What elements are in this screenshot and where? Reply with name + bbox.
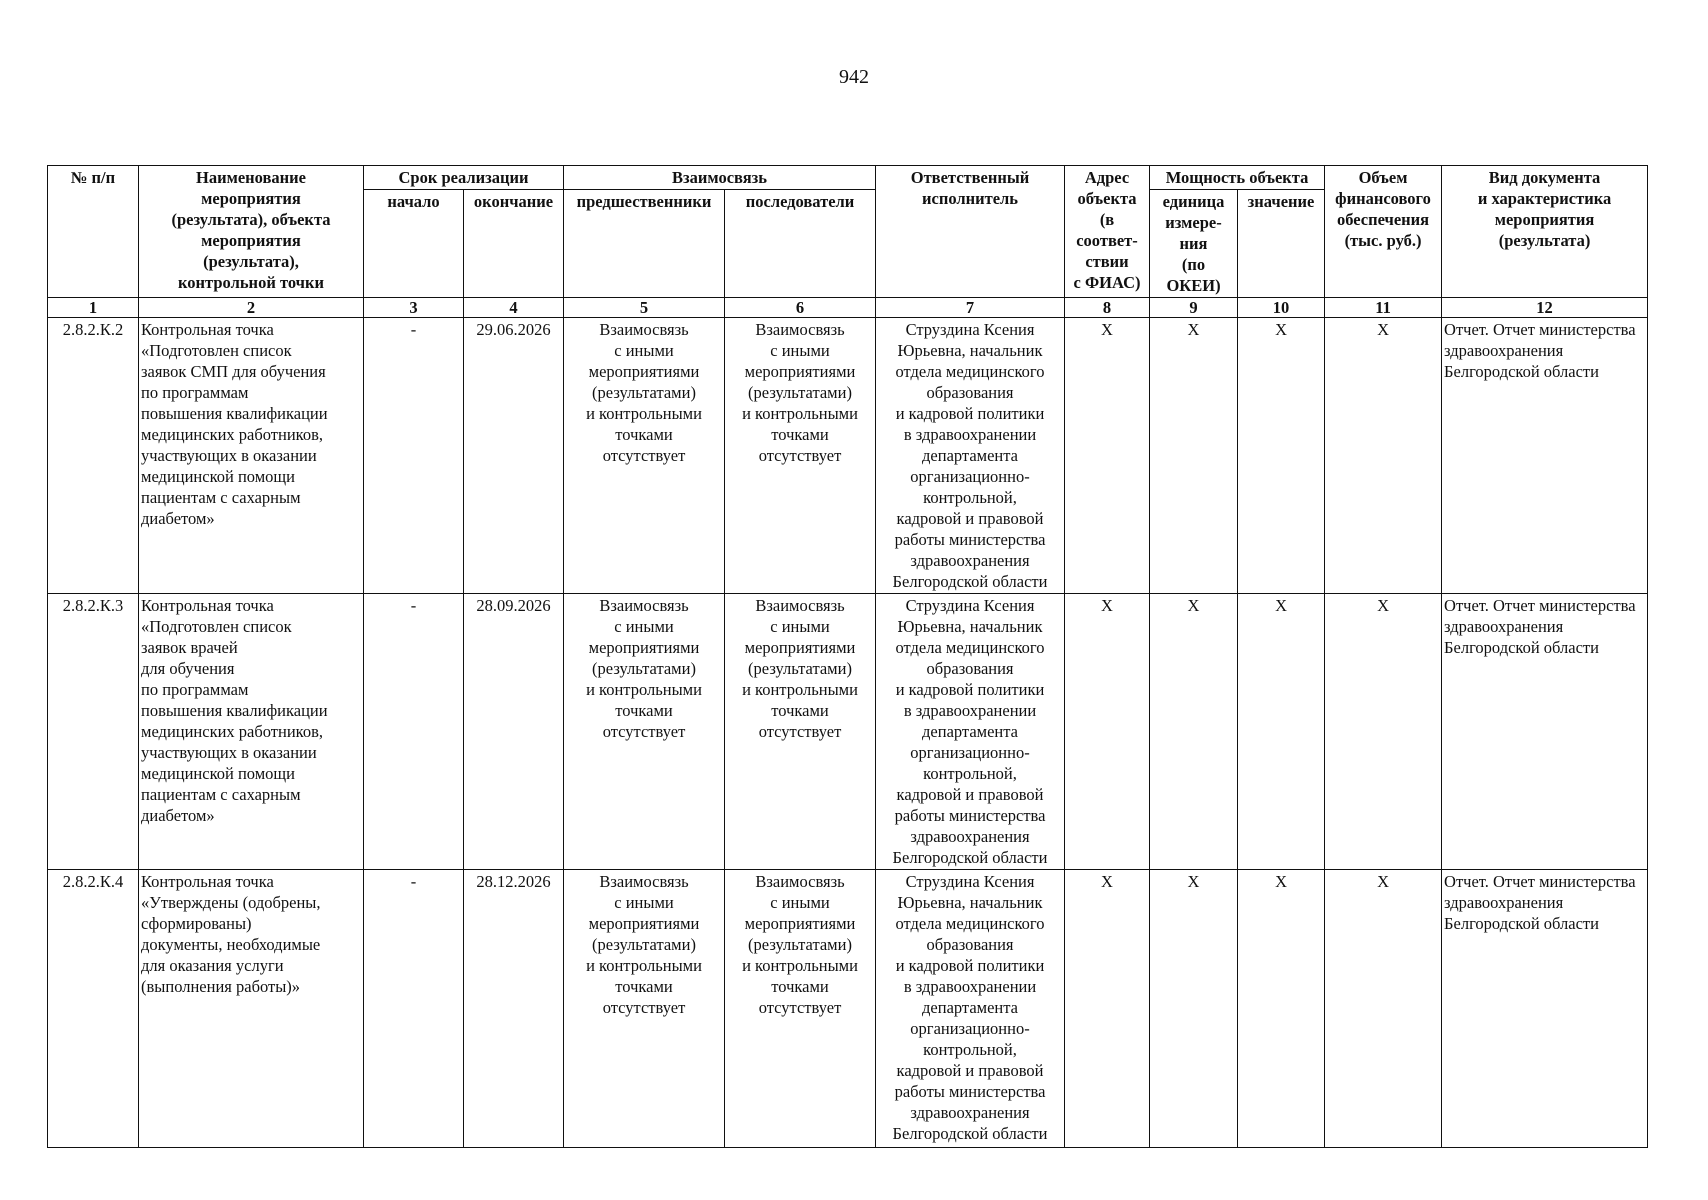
- column-number: 7: [876, 298, 1065, 318]
- column-numbers-row: [48, 298, 1648, 318]
- column-number: 12: [1442, 298, 1648, 318]
- row-name: Контрольная точка «Подготовлен список заявок СМП для обучения по программам повышения квалификации медицинских работников, участвующих в оказании медицинской помощи пациентам с сахарным диабетом»: [139, 318, 364, 594]
- column-number: 1: [48, 298, 139, 318]
- column-number: 10: [1238, 298, 1325, 318]
- row-responsible: Струздина Ксения Юрьевна, начальник отдела медицинского образования и кадровой политики в здравоохранении департамента организационно- контрольной, кадровой и правовой работы министерства здравоохранения Белгородской области: [876, 594, 1065, 870]
- column-number: 4: [464, 298, 564, 318]
- row-responsible: Струздина Ксения Юрьевна, начальник отдела медицинского образования и кадровой политики в здравоохранении департамента организационно- контрольной, кадровой и правовой работы министерства здравоохранения Белгородской области: [876, 870, 1065, 1148]
- row-value: X: [1238, 594, 1325, 870]
- row-successors: Взаимосвязь с иными мероприятиями (результатами) и контрольными точками отсутствует: [725, 594, 876, 870]
- row-predecessors: Взаимосвязь с иными мероприятиями (результатами) и контрольными точками отсутствует: [564, 318, 725, 594]
- column-number: 5: [564, 298, 725, 318]
- row-successors: Взаимосвязь с иными мероприятиями (результатами) и контрольными точками отсутствует: [725, 870, 876, 1148]
- header-link: Взаимосвязь: [564, 166, 876, 190]
- column-number: 3: [364, 298, 464, 318]
- header-address: Адрес объекта (в соответ- ствии с ФИАС): [1065, 166, 1150, 298]
- row-id: 2.8.2.К.2: [48, 318, 139, 594]
- header-finance: Объем финансового обеспечения (тыс. руб.): [1325, 166, 1442, 298]
- row-predecessors: Взаимосвязь с иными мероприятиями (результатами) и контрольными точками отсутствует: [564, 870, 725, 1148]
- row-name: Контрольная точка «Подготовлен список заявок врачей для обучения по программам повышения квалификации медицинских работников, участвующих в оказании медицинской помощи пациентам с сахарным диабетом»: [139, 594, 364, 870]
- header-start: начало: [364, 190, 464, 298]
- page-number: 942: [839, 66, 869, 88]
- header-period: Срок реализации: [364, 166, 564, 190]
- header-end: окончание: [464, 190, 564, 298]
- row-finance: X: [1325, 870, 1442, 1148]
- row-finance: X: [1325, 594, 1442, 870]
- row-document: Отчет. Отчет министерства здравоохранения Белгородской области: [1442, 318, 1648, 594]
- row-unit: X: [1150, 870, 1238, 1148]
- header-predecessors: предшественники: [564, 190, 725, 298]
- header-num: № п/п: [48, 166, 139, 298]
- header-name: Наименование мероприятия (результата), объекта мероприятия (результата), контрольной точки: [139, 166, 364, 298]
- row-end: 28.12.2026: [464, 870, 564, 1148]
- row-document: Отчет. Отчет министерства здравоохранения Белгородской области: [1442, 870, 1648, 1148]
- header-responsible: Ответственный исполнитель: [876, 166, 1065, 298]
- header-document: Вид документа и характеристика мероприятия (результата): [1442, 166, 1648, 298]
- row-id: 2.8.2.К.3: [48, 594, 139, 870]
- header-value: значение: [1238, 190, 1325, 298]
- row-name: Контрольная точка «Утверждены (одобрены, сформированы) документы, необходимые для оказания услуги (выполнения работы)»: [139, 870, 364, 1148]
- header-successors: последователи: [725, 190, 876, 298]
- column-number: 11: [1325, 298, 1442, 318]
- row-successors: Взаимосвязь с иными мероприятиями (результатами) и контрольными точками отсутствует: [725, 318, 876, 594]
- row-end: 29.06.2026: [464, 318, 564, 594]
- row-address: X: [1065, 594, 1150, 870]
- row-end: 28.09.2026: [464, 594, 564, 870]
- row-predecessors: Взаимосвязь с иными мероприятиями (результатами) и контрольными точками отсутствует: [564, 594, 725, 870]
- table-row: [48, 318, 1648, 594]
- row-finance: X: [1325, 318, 1442, 594]
- column-number: 2: [139, 298, 364, 318]
- column-number: 6: [725, 298, 876, 318]
- row-responsible: Струздина Ксения Юрьевна, начальник отдела медицинского образования и кадровой политики в здравоохранении департамента организационно- контрольной, кадровой и правовой работы министерства здравоохранения Белгородской области: [876, 318, 1065, 594]
- header-power: Мощность объекта: [1150, 166, 1325, 190]
- row-start: -: [364, 870, 464, 1148]
- table-row: [48, 870, 1648, 1148]
- row-address: X: [1065, 318, 1150, 594]
- row-id: 2.8.2.К.4: [48, 870, 139, 1148]
- row-unit: X: [1150, 594, 1238, 870]
- header-row-1: [48, 166, 1648, 190]
- table-row: [48, 594, 1648, 870]
- row-document: Отчет. Отчет министерства здравоохранения Белгородской области: [1442, 594, 1648, 870]
- control-points-table: [47, 165, 1648, 1148]
- row-value: X: [1238, 318, 1325, 594]
- header-unit: единица измере- ния (по ОКЕИ): [1150, 190, 1238, 298]
- row-address: X: [1065, 870, 1150, 1148]
- row-value: X: [1238, 870, 1325, 1148]
- row-unit: X: [1150, 318, 1238, 594]
- column-number: 8: [1065, 298, 1150, 318]
- row-start: -: [364, 594, 464, 870]
- row-start: -: [364, 318, 464, 594]
- column-number: 9: [1150, 298, 1238, 318]
